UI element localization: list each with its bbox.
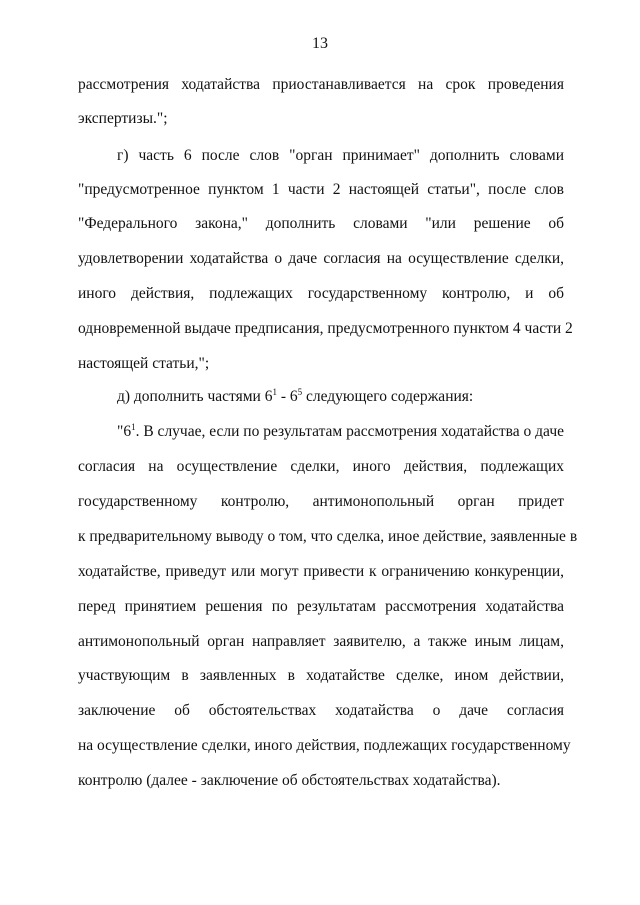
text-fragment: . В случае, если по результатам рассмотрения ходатайства о даче [135, 423, 564, 440]
text-line: государственному контролю, антимонопольный орган придет [78, 493, 564, 510]
text-fragment: следующего содержания: [302, 388, 474, 405]
text-line: экспертизы."; [78, 110, 168, 127]
text-line: удовлетворении ходатайства о даче согласия на осуществление сделки, [78, 250, 564, 267]
text-line [117, 422, 564, 442]
text-line: участвующим в заявленных в ходатайстве сделке, ином действии, [78, 667, 564, 684]
text-line: на осуществление сделки, иного действия, подлежащих государственному [78, 737, 571, 754]
text-line: рассмотрения ходатайства приостанавливается на срок проведения [78, 76, 564, 93]
text-fragment: д) дополнить частями [117, 388, 261, 405]
text-line: заключение об обстоятельствах ходатайства о даче согласия [78, 702, 564, 719]
text-fragment: 6 [289, 388, 298, 405]
text-line: согласия на осуществление сделки, иного действия, подлежащих [78, 458, 564, 475]
text-line: "Федерального закона," дополнить словами "или решение об [78, 215, 564, 232]
text-fragment: "6 [117, 423, 132, 440]
text-line: к предварительному выводу о том, что сделка, иное действие, заявленные в [78, 528, 578, 545]
text-line: г) часть 6 после слов "орган принимает" дополнить словами [117, 147, 564, 164]
text-line: антимонопольный орган направляет заявителю, а также иным лицам, [78, 633, 564, 650]
text-line: ходатайстве, приведут или могут привести к ограничению конкуренции, [78, 563, 564, 580]
superscript: 1 [131, 422, 136, 432]
page-number: 13 [312, 35, 328, 52]
superscript: 1 [272, 387, 277, 397]
text-fragment: - [276, 388, 290, 405]
text-fragment: 6 [264, 388, 273, 405]
text-line [117, 387, 564, 407]
text-line: настоящей статьи,"; [78, 355, 210, 372]
text-line: иного действия, подлежащих государственному контролю, и об [78, 285, 564, 302]
text-line: контролю (далее - заключение об обстоятельствах ходатайства). [78, 772, 501, 789]
text-line: перед принятием решения по результатам рассмотрения ходатайства [78, 598, 564, 615]
text-line: одновременной выдаче предписания, предусмотренного пунктом 4 части 2 [78, 320, 573, 337]
superscript: 5 [297, 387, 303, 397]
text-line: "предусмотренное пунктом 1 части 2 настоящей статьи", после слов [78, 181, 564, 198]
